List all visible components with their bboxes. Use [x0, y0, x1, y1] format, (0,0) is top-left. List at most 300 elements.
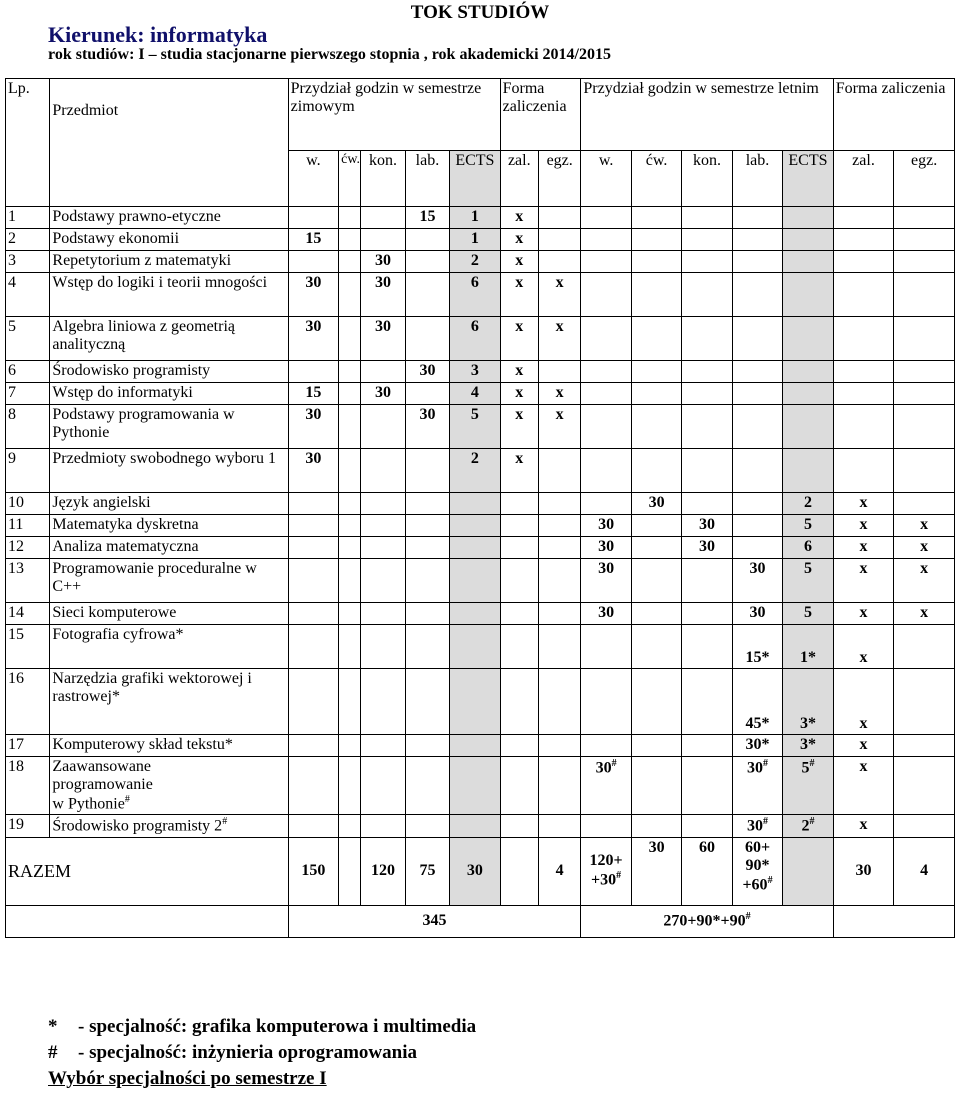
- row-lp: 16: [6, 669, 50, 735]
- header-l-w: w.: [581, 151, 631, 207]
- row-lzal: [833, 361, 894, 383]
- row-lw: [581, 383, 631, 405]
- row-l-w: 30#: [581, 757, 631, 815]
- row-llab: [732, 207, 782, 229]
- row-zlab: [405, 537, 449, 559]
- row-lkon: [682, 229, 732, 251]
- row-zw: [288, 493, 338, 515]
- row-zkon: [361, 537, 405, 559]
- row-zegz: x: [538, 405, 580, 449]
- row-zkon: [361, 669, 405, 735]
- row-lp: 9: [6, 449, 50, 493]
- row-lp: 8: [6, 405, 50, 449]
- row-lw: [581, 735, 631, 757]
- table-row: [6, 405, 955, 449]
- row-subject: Zaawansowane programowanie w Pythonie#: [50, 757, 288, 815]
- row-lkon: [682, 669, 732, 735]
- row-zects: [450, 493, 500, 515]
- row-zegz: x: [538, 273, 580, 317]
- row-subject: Środowisko programisty: [50, 361, 288, 383]
- row-lw: [581, 361, 631, 383]
- document-title: TOK STUDIÓW: [410, 2, 550, 23]
- row-subject: Fotografia cyfrowa*: [50, 625, 288, 669]
- row-zzal: [500, 669, 538, 735]
- row-zlab: [405, 669, 449, 735]
- row-legz: [894, 273, 955, 317]
- row-lzal: x: [833, 735, 894, 757]
- row-llab: [732, 537, 782, 559]
- row-legz: x: [894, 537, 955, 559]
- row-l-ects: 5#: [783, 757, 833, 815]
- table-row-totals: [6, 905, 955, 937]
- row-zegz: [538, 515, 580, 537]
- row-zzal: x: [500, 251, 538, 273]
- row-legz: [894, 625, 955, 669]
- row-lkon: [682, 405, 732, 449]
- row-lects: [783, 317, 833, 361]
- row-legz: [894, 735, 955, 757]
- row-lcw: [631, 515, 681, 537]
- study-year: rok studiów: I – studia stacjonarne pierwszego stopnia , rok akademicki 2014/2015: [48, 46, 611, 63]
- row-lw: [581, 625, 631, 669]
- legend-grafika: * - specjalność: grafika komputerowa i multimedia: [48, 1016, 477, 1037]
- row-zegz: [538, 229, 580, 251]
- row-zzal: [500, 559, 538, 603]
- row-lp: 12: [6, 537, 50, 559]
- row-zkon: [361, 449, 405, 493]
- table-row: [6, 449, 955, 493]
- row-subject: Algebra liniowa z geometrią analityczną: [50, 317, 288, 361]
- row-zects: [450, 625, 500, 669]
- row-llab: [732, 449, 782, 493]
- table-row: [6, 625, 955, 669]
- row-lp: 13: [6, 559, 50, 603]
- row-zects: 2: [450, 449, 500, 493]
- row-lects: [783, 207, 833, 229]
- table-row-19: [6, 815, 955, 837]
- row-zlab: 30: [405, 361, 449, 383]
- razem-l-sum: 4: [894, 837, 955, 905]
- row-subject: Wstęp do logiki i teorii mnogości: [50, 273, 288, 317]
- row-lp: 14: [6, 603, 50, 625]
- header-z-w: w.: [288, 151, 338, 207]
- header-z-egz: egz.: [538, 151, 580, 207]
- row-zects: [450, 537, 500, 559]
- row-zcw: [339, 603, 361, 625]
- row-zects: 3: [450, 361, 500, 383]
- table-row: [6, 317, 955, 361]
- row-zegz: [538, 669, 580, 735]
- row-lp: 4: [6, 273, 50, 317]
- row-zw: 30: [288, 449, 338, 493]
- row-lzal: [833, 317, 894, 361]
- razem-z-kon: 120: [361, 837, 405, 905]
- row-zzal: x: [500, 361, 538, 383]
- row-zcw: [339, 361, 361, 383]
- row-lkon: [682, 383, 732, 405]
- row-subject: Środowisko programisty 2#: [50, 815, 288, 837]
- row-zkon: 30: [361, 251, 405, 273]
- row-zlab: [405, 493, 449, 515]
- row-zzal: x: [500, 383, 538, 405]
- row-zw: [288, 515, 338, 537]
- row-lzal: [833, 405, 894, 449]
- row-legz: [894, 317, 955, 361]
- row-zegz: [538, 559, 580, 603]
- total-winter: 345: [288, 905, 581, 937]
- row-lkon: 30: [682, 537, 732, 559]
- row-lkon: [682, 559, 732, 603]
- row-zects: [450, 669, 500, 735]
- razem-z-sum: 4: [538, 837, 580, 905]
- row-l-lab: 30#: [732, 815, 782, 837]
- razem-l-cw: 30: [631, 837, 681, 905]
- row-lkon: [682, 449, 732, 493]
- row-llab: [732, 515, 782, 537]
- row-lw: [581, 273, 631, 317]
- header-summer-hours: Przydział godzin w semestrze letnim: [581, 79, 833, 151]
- row-zkon: [361, 603, 405, 625]
- row-llab: [732, 405, 782, 449]
- row-zw: 30: [288, 273, 338, 317]
- row-zegz: x: [538, 383, 580, 405]
- razem-z-w: 150: [288, 837, 338, 905]
- row-lcw: [631, 229, 681, 251]
- row-subject: Sieci komputerowe: [50, 603, 288, 625]
- row-lp: 17: [6, 735, 50, 757]
- row-lzal: x: [833, 669, 894, 735]
- row-zcw: [339, 559, 361, 603]
- row-lzal: [833, 383, 894, 405]
- row-zzal: x: [500, 317, 538, 361]
- header-l-kon: kon.: [682, 151, 732, 207]
- row-lcw: [631, 207, 681, 229]
- row-lcw: [631, 383, 681, 405]
- razem-l-kon: 60: [682, 837, 732, 905]
- row-zzal: [500, 537, 538, 559]
- row-lzal: x: [833, 559, 894, 603]
- row-subject: Podstawy prawno-etyczne: [50, 207, 288, 229]
- row-zkon: [361, 515, 405, 537]
- row-subject: Analiza matematyczna: [50, 537, 288, 559]
- row-l-lab: 30#: [732, 757, 782, 815]
- row-zlab: [405, 625, 449, 669]
- row-zlab: [405, 229, 449, 251]
- row-lw: [581, 207, 631, 229]
- row-subject: Programowanie proceduralne w C++: [50, 559, 288, 603]
- row-zlab: [405, 317, 449, 361]
- row-zcw: [339, 273, 361, 317]
- header-z-zal: zal.: [500, 151, 538, 207]
- row-zcw: [339, 735, 361, 757]
- row-legz: [894, 251, 955, 273]
- row-zcw: [339, 669, 361, 735]
- row-zlab: [405, 559, 449, 603]
- row-lects: [783, 273, 833, 317]
- row-subject: Podstawy programowania w Pythonie: [50, 405, 288, 449]
- header-l-lab: lab.: [732, 151, 782, 207]
- row-lw: [581, 317, 631, 361]
- row-zw: [288, 669, 338, 735]
- row-lkon: [682, 603, 732, 625]
- row-lkon: [682, 273, 732, 317]
- row-legz: [894, 405, 955, 449]
- row-lzal: x: [833, 625, 894, 669]
- row-lcw: [631, 625, 681, 669]
- row-llab: 45*: [732, 669, 782, 735]
- row-lkon: [682, 251, 732, 273]
- razem-l-ects: 30: [833, 837, 894, 905]
- row-zects: 1: [450, 229, 500, 251]
- table-row: [6, 361, 955, 383]
- row-lzal: x: [833, 537, 894, 559]
- header-l-ects: ECTS: [783, 151, 833, 207]
- row-lects: 2: [783, 493, 833, 515]
- row-zcw: [339, 317, 361, 361]
- row-lw: 30: [581, 559, 631, 603]
- row-zects: [450, 515, 500, 537]
- row-zlab: [405, 383, 449, 405]
- row-lects: 5: [783, 603, 833, 625]
- row-legz: [894, 493, 955, 515]
- total-summer: 270+90*+90#: [581, 905, 833, 937]
- row-zcw: [339, 405, 361, 449]
- row-lw: [581, 669, 631, 735]
- row-lects: 1*: [783, 625, 833, 669]
- row-zzal: x: [500, 207, 538, 229]
- table-row: [6, 669, 955, 735]
- row-lcw: [631, 317, 681, 361]
- row-zlab: [405, 515, 449, 537]
- row-subject: Repetytorium z matematyki: [50, 251, 288, 273]
- row-zects: 4: [450, 383, 500, 405]
- row-zegz: [538, 361, 580, 383]
- header-z-lab: lab.: [405, 151, 449, 207]
- row-zw: 30: [288, 405, 338, 449]
- row-zkon: 30: [361, 273, 405, 317]
- row-llab: [732, 493, 782, 515]
- row-zw: [288, 603, 338, 625]
- row-subject: Narzędzia grafiki wektorowej i rastrowej*: [50, 669, 288, 735]
- row-lp: 2: [6, 229, 50, 251]
- row-l-ects: 2#: [783, 815, 833, 837]
- row-lcw: [631, 273, 681, 317]
- row-zw: [288, 251, 338, 273]
- row-legz: [894, 361, 955, 383]
- row-zzal: [500, 603, 538, 625]
- row-zkon: 30: [361, 317, 405, 361]
- table-row: [6, 229, 955, 251]
- row-lw: [581, 449, 631, 493]
- row-zlab: [405, 449, 449, 493]
- row-zkon: [361, 405, 405, 449]
- razem-z-lab: 75: [405, 837, 449, 905]
- row-lkon: [682, 493, 732, 515]
- table-row: [6, 735, 955, 757]
- row-lcw: [631, 603, 681, 625]
- header-winter-hours: Przydział godzin w semestrze zimowym: [288, 79, 500, 151]
- row-subject: Matematyka dyskretna: [50, 515, 288, 537]
- row-llab: [732, 361, 782, 383]
- table-row: [6, 515, 955, 537]
- row-lects: [783, 251, 833, 273]
- row-subject: Przedmioty swobodnego wyboru 1: [50, 449, 288, 493]
- row-lkon: 30: [682, 515, 732, 537]
- row-zw: [288, 735, 338, 757]
- header-winter-form: Forma zaliczenia: [500, 79, 581, 151]
- row-lw: [581, 493, 631, 515]
- row-zw: 15: [288, 383, 338, 405]
- row-lects: 3*: [783, 735, 833, 757]
- razem-l-lab: 60+ 90* +60#: [732, 837, 782, 905]
- row-zw: [288, 207, 338, 229]
- row-llab: 30: [732, 559, 782, 603]
- row-lects: 6: [783, 537, 833, 559]
- row-legz: x: [894, 515, 955, 537]
- row-zkon: 30: [361, 383, 405, 405]
- row-subject: Komputerowy skład tekstu*: [50, 735, 288, 757]
- row-lzal: x: [833, 603, 894, 625]
- row-zw: [288, 361, 338, 383]
- row-llab: [732, 383, 782, 405]
- row-zzal: x: [500, 273, 538, 317]
- row-l-zal: x: [833, 757, 894, 815]
- row-lects: 3*: [783, 669, 833, 735]
- row-lp: 6: [6, 361, 50, 383]
- row-lp: 18: [6, 757, 50, 815]
- row-lp: 11: [6, 515, 50, 537]
- row-zlab: 15: [405, 207, 449, 229]
- header-z-kon: kon.: [361, 151, 405, 207]
- row-zegz: [538, 251, 580, 273]
- row-zects: 6: [450, 273, 500, 317]
- row-zcw: [339, 449, 361, 493]
- row-zw: [288, 537, 338, 559]
- row-zcw: [339, 493, 361, 515]
- row-zegz: [538, 537, 580, 559]
- row-llab: 15*: [732, 625, 782, 669]
- row-zkon: [361, 493, 405, 515]
- row-zegz: x: [538, 317, 580, 361]
- row-zegz: [538, 735, 580, 757]
- row-lzal: [833, 273, 894, 317]
- row-lp: 15: [6, 625, 50, 669]
- row-zects: [450, 559, 500, 603]
- row-lkon: [682, 625, 732, 669]
- row-zects: 6: [450, 317, 500, 361]
- row-lcw: [631, 735, 681, 757]
- header-summer-form: Forma zaliczenia: [833, 79, 954, 151]
- row-lcw: 30: [631, 493, 681, 515]
- row-zzal: x: [500, 405, 538, 449]
- row-lp: 7: [6, 383, 50, 405]
- row-zects: 1: [450, 207, 500, 229]
- row-lects: [783, 449, 833, 493]
- curriculum-table: [5, 78, 955, 938]
- row-zw: 15: [288, 229, 338, 251]
- row-zw: 30: [288, 317, 338, 361]
- row-lp: 3: [6, 251, 50, 273]
- row-lw: 30: [581, 515, 631, 537]
- table-row: [6, 493, 955, 515]
- row-lw: 30: [581, 603, 631, 625]
- table-row: [6, 559, 955, 603]
- header-l-egz: egz.: [894, 151, 955, 207]
- row-lects: [783, 405, 833, 449]
- row-zzal: [500, 515, 538, 537]
- row-legz: [894, 449, 955, 493]
- row-lects: 5: [783, 515, 833, 537]
- row-lcw: [631, 669, 681, 735]
- row-zkon: [361, 229, 405, 251]
- legend-inzynieria: # - specjalność: inżynieria oprogramowania: [48, 1042, 417, 1063]
- row-zlab: 30: [405, 405, 449, 449]
- row-lzal: [833, 449, 894, 493]
- row-lects: [783, 383, 833, 405]
- row-lp: 19: [6, 815, 50, 837]
- table-row-18: [6, 757, 955, 815]
- row-lzal: [833, 229, 894, 251]
- row-zkon: [361, 735, 405, 757]
- row-zlab: [405, 251, 449, 273]
- row-l-zal: x: [833, 815, 894, 837]
- row-zects: [450, 603, 500, 625]
- row-zkon: [361, 625, 405, 669]
- row-llab: 30*: [732, 735, 782, 757]
- table-row: [6, 537, 955, 559]
- row-lzal: x: [833, 493, 894, 515]
- row-zegz: [538, 493, 580, 515]
- row-zkon: [361, 207, 405, 229]
- row-lzal: [833, 207, 894, 229]
- header-l-zal: zal.: [833, 151, 894, 207]
- row-zcw: [339, 251, 361, 273]
- razem-label: RAZEM: [6, 837, 289, 905]
- row-legz: x: [894, 603, 955, 625]
- row-lcw: [631, 559, 681, 603]
- table-row: [6, 273, 955, 317]
- table-body: [6, 207, 955, 757]
- row-lzal: x: [833, 515, 894, 537]
- row-zcw: [339, 207, 361, 229]
- row-lw: [581, 405, 631, 449]
- table-row: [6, 603, 955, 625]
- row-lcw: [631, 537, 681, 559]
- table-row: [6, 251, 955, 273]
- row-subject: Podstawy ekonomii: [50, 229, 288, 251]
- row-zw: [288, 625, 338, 669]
- row-zects: 2: [450, 251, 500, 273]
- row-legz: [894, 229, 955, 251]
- row-zcw: [339, 625, 361, 669]
- row-zzal: x: [500, 449, 538, 493]
- row-zzal: [500, 493, 538, 515]
- row-zzal: x: [500, 229, 538, 251]
- row-legz: [894, 669, 955, 735]
- row-llab: [732, 317, 782, 361]
- header-z-cw: ćw.: [339, 151, 361, 207]
- table-row: [6, 383, 955, 405]
- row-zegz: [538, 207, 580, 229]
- header-przedmiot: Przedmiot: [50, 79, 288, 207]
- row-subject: Wstęp do informatyki: [50, 383, 288, 405]
- razem-l-w: 120+ +30#: [581, 837, 631, 905]
- row-zegz: [538, 449, 580, 493]
- row-lcw: [631, 449, 681, 493]
- row-zcw: [339, 383, 361, 405]
- row-zkon: [361, 559, 405, 603]
- row-llab: 30: [732, 603, 782, 625]
